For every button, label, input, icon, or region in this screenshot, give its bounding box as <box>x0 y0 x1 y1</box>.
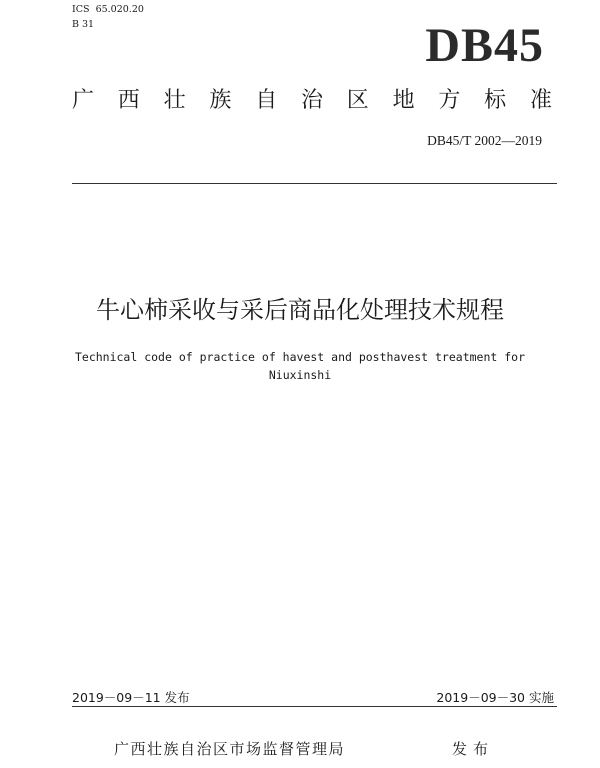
classification-codes <box>72 2 144 32</box>
title-english <box>0 348 600 384</box>
ccs-code: B 31 <box>72 19 95 30</box>
standard-logo: DB45 <box>425 19 544 72</box>
title-chinese: 牛心柿采收与采后商品化处理技术规程 <box>96 296 504 324</box>
issue-label: 发布 <box>452 740 495 758</box>
standard-type-char: 自 <box>255 88 278 113</box>
standard-type-char: 地 <box>392 88 415 113</box>
title-english-line: Niuxinshi <box>268 368 332 382</box>
standard-type-char: 方 <box>438 88 461 113</box>
standard-number: DB45/T 2002—2019 <box>427 133 542 148</box>
ics-code: ICS 65.020.20 <box>72 4 144 15</box>
header-divider <box>72 183 557 184</box>
standard-type-char: 标 <box>484 88 507 113</box>
standard-type-char: 族 <box>209 88 232 113</box>
footer-divider <box>72 706 557 707</box>
standard-type-char: 西 <box>117 88 140 113</box>
implement-date: 2019－09－30 实施 <box>436 690 554 705</box>
standard-type-char: 广 <box>72 88 95 113</box>
publish-date: 2019－09－11 发布 <box>72 690 190 705</box>
standard-type-char: 准 <box>529 88 552 113</box>
standard-type-char: 区 <box>346 88 369 113</box>
standard-type-heading <box>72 84 552 118</box>
issuing-authority: 广西壮族自治区市场监督管理局 <box>114 740 346 758</box>
standard-type-char: 壮 <box>163 88 186 113</box>
standard-type-char: 治 <box>300 88 323 113</box>
title-english-line: Technical code of practice of havest and posthavest treatment for <box>74 350 526 364</box>
